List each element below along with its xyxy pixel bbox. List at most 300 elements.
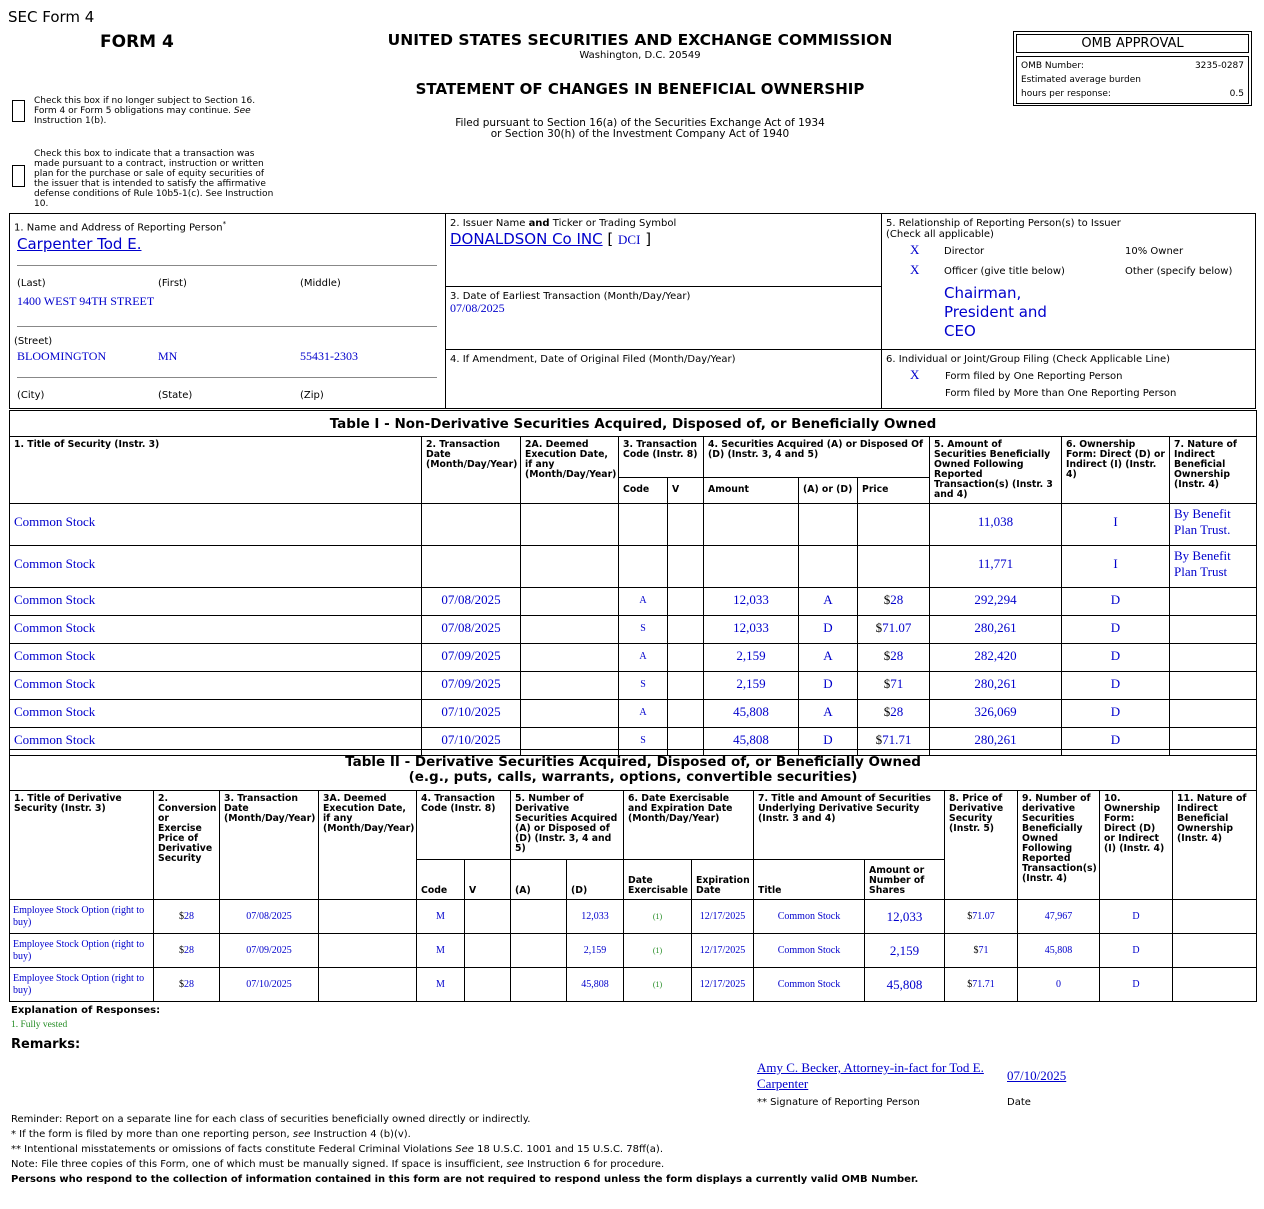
t2-header-exercisable: 6. Date Exercisable and Expiration Date (Month/Day/Year): [624, 791, 754, 860]
t1-cell-form: I: [1062, 504, 1170, 546]
director-label: Director: [944, 246, 985, 257]
t1-cell-deemed: [521, 504, 619, 546]
one-person-label: Form filed by One Reporting Person: [945, 371, 1123, 382]
table-row: [10, 968, 1257, 1002]
t1-cell-price: [858, 644, 930, 672]
ticker-bracket-open: [: [607, 230, 614, 248]
t2-cell-underlying-title: Common Stock: [754, 900, 865, 934]
officer-label: Officer (give title below): [944, 266, 1065, 277]
filing-type-box: [881, 349, 1256, 409]
table-row: [10, 934, 1257, 968]
footer-omb-notice: Persons who respond to the collection of information contained in this form are not required to respond unless the form displays a currently valid OMB Number.: [11, 1174, 919, 1185]
footer-l2-see: see: [292, 1129, 311, 1140]
box4-label: 4. If Amendment, Date of Original Filed (Month/Day/Year): [450, 354, 736, 365]
t1-cell-nature: By Benefit Plan Trust: [1170, 546, 1257, 588]
box1-asterisk: *: [222, 220, 227, 228]
box5-label-2: (Check all applicable): [886, 229, 994, 240]
explanation-title: Explanation of Responses:: [11, 1005, 161, 1016]
footer-l4-see: see: [506, 1159, 524, 1170]
t1-price-symbol: $: [883, 592, 891, 607]
t1-cell-date: [422, 504, 521, 546]
state-label: (State): [158, 390, 193, 401]
footer-l2b: Instruction 4 (b)(v).: [310, 1129, 411, 1140]
table-row: [10, 616, 1257, 644]
box2-label-and: and: [528, 218, 550, 229]
box6-label: 6. Individual or Joint/Group Filing (Check Applicable Line): [886, 354, 1171, 365]
omb-burden-label: Estimated average burden: [1021, 75, 1141, 85]
t2-header-number: 5. Number of Derivative Securities Acquired (A) or Disposed of (D) (Instr. 3, 4 and 5): [511, 791, 624, 860]
box2-label-b: Ticker or Trading Symbol: [549, 218, 677, 229]
city-underline: [17, 377, 437, 378]
officer-title-line-2: President and: [944, 303, 1047, 321]
t1-cell-deemed: [521, 546, 619, 588]
t2-cell-title: Employee Stock Option (right to buy): [10, 968, 154, 1002]
table-row: [10, 672, 1257, 700]
t1-price-symbol: $: [883, 704, 891, 719]
t1-cell-amount: [704, 504, 799, 546]
t1-cell-owned: 282,420: [930, 644, 1062, 672]
t1-cell-price: [858, 700, 930, 728]
rule10b5-checkbox[interactable]: [12, 165, 25, 187]
t2-header-owned: 9. Number of derivative Securities Beneficially Owned Following Reported Transaction(s) (Instr. 4): [1018, 791, 1100, 900]
ticker-symbol: DCI: [618, 232, 641, 247]
director-check-mark: X: [910, 242, 920, 257]
t2-cell-date: 07/10/2025: [220, 968, 319, 1002]
box3-label: 3. Date of Earliest Transaction (Month/Day/Year): [450, 291, 691, 302]
t2-cell-price: [945, 900, 1018, 934]
t2-conv-symbol: $: [179, 979, 184, 990]
table-row: [10, 504, 1257, 546]
t1-cell-owned: 292,294: [930, 588, 1062, 616]
t2-header-code: 4. Transaction Code (Instr. 8): [417, 791, 511, 860]
t2-cell-underlying-title: Common Stock: [754, 968, 865, 1002]
t2-cell-expiration: 12/17/2025: [692, 900, 754, 934]
officer-title: [944, 284, 1047, 341]
last-label: (Last): [17, 278, 46, 289]
t1-cell-code: S: [619, 616, 668, 644]
t1-cell-nature: By Benefit Plan Trust.: [1170, 504, 1257, 546]
box2-label: [450, 218, 676, 229]
city-value: BLOOMINGTON: [17, 349, 107, 363]
t1-cell-code: A: [619, 700, 668, 728]
street-underline: [17, 326, 437, 327]
signature-label: ** Signature of Reporting Person: [757, 1097, 920, 1108]
t2-header-deemed: 3A. Deemed Execution Date, if any (Month/Day/Year): [319, 791, 417, 900]
t2-cell-owned: 0: [1018, 968, 1100, 1002]
t2-body: [10, 900, 1257, 1002]
t1-cell-code: [619, 546, 668, 588]
t1-cell-amount: 12,033: [704, 616, 799, 644]
table-2-caption-1: Table II - Derivative Securities Acquired, Disposed of, or Beneficially Owned: [345, 754, 921, 770]
t1-cell-ad: A: [799, 588, 858, 616]
t2-sub-d: (D): [567, 860, 624, 900]
t2-sub-title: Title: [754, 860, 865, 900]
t1-cell-title: Common Stock: [10, 588, 422, 616]
t1-cell-code: S: [619, 728, 668, 756]
agency-city: Washington, D.C. 20549: [579, 50, 701, 61]
t2-price-value: 71.71: [972, 979, 995, 990]
t1-cell-owned: 11,771: [930, 546, 1062, 588]
t1-sub-code: Code: [619, 477, 668, 503]
t2-conv-value: 28: [184, 945, 194, 956]
t1-cell-title: Common Stock: [10, 728, 422, 756]
t2-conv-symbol: $: [179, 945, 184, 956]
t2-cell-owned: 45,808: [1018, 934, 1100, 968]
t1-sub-ad: (A) or (D): [799, 477, 858, 503]
t1-cell-owned: 11,038: [930, 504, 1062, 546]
t2-sub-code: Code: [417, 860, 465, 900]
table-1-non-derivative: [9, 410, 1257, 756]
t1-cell-price: [858, 546, 930, 588]
t2-cell-date: 07/08/2025: [220, 900, 319, 934]
t1-cell-code: [619, 504, 668, 546]
t1-cell-form: D: [1062, 644, 1170, 672]
t1-cell-date: 07/09/2025: [422, 644, 521, 672]
t1-cell-deemed: [521, 616, 619, 644]
t1-cell-nature: [1170, 616, 1257, 644]
t2-cell-d: 12,033: [567, 900, 624, 934]
t1-sub-amount: Amount: [704, 477, 799, 503]
city-label: (City): [17, 390, 45, 401]
t2-cell-nature: [1173, 968, 1257, 1002]
footer-l4b: Instruction 6 for procedure.: [523, 1159, 665, 1170]
t1-sub-price: Price: [858, 477, 930, 503]
t1-cell-title: Common Stock: [10, 700, 422, 728]
date-label: Date: [1007, 1097, 1031, 1108]
footer-notes: [11, 1112, 918, 1187]
t2-sub-expiration: Expiration Date: [692, 860, 754, 900]
t1-price-symbol: $: [883, 648, 891, 663]
box1-label-text: 1. Name and Address of Reporting Person: [14, 222, 223, 234]
footer-copies-note: [11, 1157, 918, 1172]
box2-label-a: 2. Issuer Name: [450, 218, 529, 229]
t2-price-value: 71: [978, 945, 989, 956]
footer-l3-see: See: [455, 1144, 474, 1155]
t1-header-acquired: 4. Securities Acquired (A) or Disposed Of (D) (Instr. 3, 4 and 5): [704, 437, 930, 478]
earliest-transaction-date: 07/08/2025: [450, 301, 505, 315]
table-1-caption: Table I - Non-Derivative Securities Acquired, Disposed of, or Beneficially Owned: [10, 411, 1257, 437]
t2-header-title: 1. Title of Derivative Security (Instr. 3): [10, 791, 154, 900]
t2-cell-conversion: [154, 968, 220, 1002]
table-row: [10, 644, 1257, 672]
t1-cell-deemed: [521, 672, 619, 700]
t2-cell-underlying-title: Common Stock: [754, 934, 865, 968]
omb-number: 3235-0287: [1194, 61, 1244, 71]
t1-price-value: 71.71: [882, 732, 912, 747]
t1-cell-amount: 2,159: [704, 644, 799, 672]
t1-cell-date: 07/10/2025: [422, 728, 521, 756]
explanation-section: [11, 1005, 160, 1030]
t2-cell-underlying-amount: 2,159: [865, 934, 945, 968]
footer-violations: [11, 1142, 918, 1157]
state-value: MN: [158, 349, 178, 363]
t1-cell-deemed: [521, 700, 619, 728]
t1-cell-v: [668, 644, 704, 672]
t1-cell-price: [858, 616, 930, 644]
check1-see: See: [233, 106, 251, 116]
t2-cell-expiration: 12/17/2025: [692, 934, 754, 968]
t2-cell-deemed: [319, 934, 417, 968]
t1-body: [10, 504, 1257, 756]
t2-cell-form: D: [1100, 900, 1173, 934]
ticker-bracket-close: ]: [645, 230, 652, 248]
t2-header-price: 8. Price of Derivative Security (Instr. 5): [945, 791, 1018, 900]
t2-footnote-ref: (1): [652, 946, 663, 955]
t1-cell-v: [668, 616, 704, 644]
t2-conv-symbol: $: [179, 911, 184, 922]
footer-multiple-persons: [11, 1127, 918, 1142]
footer-l4a: Note: File three copies of this Form, one of which must be manually signed. If space is insufficient,: [11, 1159, 507, 1170]
check1-text-a: Check this box if no longer subject to Section 16. Form 4 or Form 5 obligations may continue.: [34, 96, 256, 116]
filed-line-1: Filed pursuant to Section 16(a) of the Securities Exchange Act of 1934: [455, 117, 825, 129]
t2-price-value: 71.07: [972, 911, 995, 922]
t2-cell-exercisable: [624, 934, 692, 968]
t1-cell-amount: 12,033: [704, 588, 799, 616]
t2-cell-price: [945, 934, 1018, 968]
omb-number-label: OMB Number:: [1021, 61, 1084, 71]
t1-price-value: 28: [890, 648, 904, 663]
t1-header-nature: 7. Nature of Indirect Beneficial Ownership (Instr. 4): [1170, 437, 1257, 504]
t2-price-symbol: $: [973, 945, 979, 956]
t2-footnote-ref: (1): [652, 912, 663, 921]
t2-cell-exercisable: [624, 968, 692, 1002]
t2-cell-d: 2,159: [567, 934, 624, 968]
t1-cell-ad: [799, 546, 858, 588]
t2-conv-value: 28: [184, 911, 194, 922]
t1-cell-owned: 280,261: [930, 616, 1062, 644]
t2-price-symbol: $: [967, 979, 973, 990]
t2-cell-expiration: 12/17/2025: [692, 968, 754, 1002]
issuer-name-link[interactable]: DONALDSON Co INC: [450, 230, 603, 248]
t1-cell-code: S: [619, 672, 668, 700]
t2-cell-form: D: [1100, 934, 1173, 968]
t1-cell-title: Common Stock: [10, 644, 422, 672]
t1-cell-v: [668, 588, 704, 616]
footer-reminder: Reminder: Report on a separate line for each class of securities beneficially owned directly or indirectly.: [11, 1114, 531, 1125]
street-value: 1400 WEST 94TH STREET: [17, 294, 155, 308]
officer-title-line-3: CEO: [944, 322, 976, 340]
name-underline: [17, 265, 437, 266]
omb-hours-label: hours per response:: [1021, 89, 1111, 99]
officer-title-line-1: Chairman,: [944, 284, 1022, 302]
sec-form-title: SEC Form 4: [8, 8, 95, 26]
table-2-caption: [10, 750, 1257, 791]
t1-cell-form: D: [1062, 700, 1170, 728]
t1-cell-title: Common Stock: [10, 546, 422, 588]
t1-price-symbol: $: [875, 620, 883, 635]
remarks-title: Remarks:: [11, 1037, 81, 1052]
omb-approval-box: [1013, 31, 1252, 106]
t2-cell-v: [465, 900, 511, 934]
t1-cell-code: A: [619, 588, 668, 616]
box5-label: [886, 218, 1121, 240]
footer-l3b: 18 U.S.C. 1001 and 15 U.S.C. 78ff(a).: [473, 1144, 664, 1155]
t1-cell-form: D: [1062, 588, 1170, 616]
t1-price-symbol: $: [883, 676, 891, 691]
rule10b5-checkbox-label: Check this box to indicate that a transaction was made pursuant to a contract, instruction or written plan for the purchase or sale of equity securities of the issuer that is intended to satisfy the affirmative defense conditions of Rule 10b5-1(c). See Instruction 10.: [34, 149, 274, 209]
t1-cell-ad: A: [799, 700, 858, 728]
t1-cell-code: A: [619, 644, 668, 672]
table-2-caption-2: (e.g., puts, calls, warrants, options, convertible securities): [408, 769, 858, 785]
t1-cell-form: I: [1062, 546, 1170, 588]
t2-cell-title: Employee Stock Option (right to buy): [10, 900, 154, 934]
t1-cell-owned: 326,069: [930, 700, 1062, 728]
t1-cell-price: [858, 672, 930, 700]
t1-cell-price: [858, 504, 930, 546]
t2-cell-a: [511, 968, 567, 1002]
t1-price-value: 28: [890, 592, 904, 607]
t1-cell-deemed: [521, 588, 619, 616]
t2-footnote-ref: (1): [652, 980, 663, 989]
more-persons-label: Form filed by More than One Reporting Person: [945, 388, 1177, 399]
ten-percent-owner-label: 10% Owner: [1125, 246, 1184, 257]
t1-price-symbol: $: [875, 732, 883, 747]
middle-label: (Middle): [300, 278, 341, 289]
t2-cell-deemed: [319, 900, 417, 934]
other-label: Other (specify below): [1125, 266, 1233, 277]
t2-conv-value: 28: [184, 979, 194, 990]
t2-sub-exercisable: Date Exercisable: [624, 860, 692, 900]
reporting-person-box: [9, 213, 446, 409]
t1-cell-price: [858, 588, 930, 616]
t2-cell-price: [945, 968, 1018, 1002]
t2-header-date: 3. Transaction Date (Month/Day/Year): [220, 791, 319, 900]
table-row: [10, 546, 1257, 588]
t2-cell-underlying-amount: 45,808: [865, 968, 945, 1002]
section16-checkbox-row: [12, 96, 274, 126]
check1-text-b: Instruction 1(b).: [34, 116, 107, 126]
t2-cell-code: M: [417, 934, 465, 968]
t2-sub-a: (A): [511, 860, 567, 900]
filed-pursuant: [340, 118, 940, 140]
t1-header-title: 1. Title of Security (Instr. 3): [10, 437, 422, 504]
t2-cell-exercisable: [624, 900, 692, 934]
relationship-box: [881, 213, 1256, 350]
t1-cell-date: 07/08/2025: [422, 616, 521, 644]
footer-l2a: * If the form is filed by more than one reporting person,: [11, 1129, 293, 1140]
t1-cell-form: D: [1062, 616, 1170, 644]
t1-cell-v: [668, 672, 704, 700]
rule10b5-checkbox-row: [12, 149, 274, 209]
agency-heading: [340, 31, 940, 61]
t1-cell-owned: 280,261: [930, 728, 1062, 756]
table-2-derivative: [9, 749, 1257, 1002]
t1-header-deemed: 2A. Deemed Execution Date, if any (Month/Day/Year): [521, 437, 619, 504]
earliest-transaction-box: [445, 286, 882, 350]
t1-cell-v: [668, 546, 704, 588]
t1-cell-deemed: [521, 644, 619, 672]
t1-cell-title: Common Stock: [10, 616, 422, 644]
t1-price-value: 71: [890, 676, 904, 691]
signature-name: Amy C. Becker, Attorney-in-fact for Tod E. Carpenter: [757, 1060, 984, 1091]
t2-sub-amount: Amount or Number of Shares: [865, 860, 945, 900]
section16-checkbox-label: [34, 96, 274, 126]
t1-cell-form: D: [1062, 672, 1170, 700]
t2-cell-underlying-amount: 12,033: [865, 900, 945, 934]
issuer-line: [450, 230, 651, 248]
form-number: FORM 4: [100, 32, 174, 52]
t1-cell-amount: [704, 546, 799, 588]
zip-value: 55431-2303: [300, 349, 358, 363]
t2-cell-code: M: [417, 968, 465, 1002]
t2-cell-code: M: [417, 900, 465, 934]
t1-cell-amount: 45,808: [704, 728, 799, 756]
t1-cell-v: [668, 504, 704, 546]
table-row: [10, 900, 1257, 934]
zip-label: (Zip): [300, 390, 324, 401]
t1-cell-nature: [1170, 644, 1257, 672]
filed-line-2: or Section 30(h) of the Investment Company Act of 1940: [490, 128, 790, 140]
t1-cell-date: [422, 546, 521, 588]
t1-cell-date: 07/08/2025: [422, 588, 521, 616]
section16-checkbox[interactable]: [12, 100, 25, 122]
t1-cell-nature: [1170, 700, 1257, 728]
t2-cell-v: [465, 934, 511, 968]
table-row: [10, 588, 1257, 616]
amendment-box: [445, 349, 882, 409]
t2-price-symbol: $: [967, 911, 973, 922]
t1-header-owned: 5. Amount of Securities Beneficially Owned Following Reported Transaction(s) (Instr. 3 and 4): [930, 437, 1062, 504]
box1-label: [14, 220, 226, 233]
omb-details: [1016, 56, 1249, 104]
t2-header-underlying: 7. Title and Amount of Securities Underlying Derivative Security (Instr. 3 and 4): [754, 791, 945, 860]
t2-cell-d: 45,808: [567, 968, 624, 1002]
t1-cell-nature: [1170, 672, 1257, 700]
t1-cell-amount: 45,808: [704, 700, 799, 728]
t1-price-value: 28: [890, 704, 904, 719]
t1-cell-ad: D: [799, 672, 858, 700]
omb-hours: 0.5: [1229, 89, 1244, 99]
t2-cell-deemed: [319, 968, 417, 1002]
t1-cell-ad: D: [799, 616, 858, 644]
t1-sub-v: V: [668, 477, 704, 503]
t1-cell-date: 07/09/2025: [422, 672, 521, 700]
reporting-person-name-link[interactable]: Carpenter Tod E.: [17, 235, 142, 253]
t1-price-value: 71.07: [882, 620, 912, 635]
t1-cell-amount: 2,159: [704, 672, 799, 700]
t2-header-form: 10. Ownership Form: Direct (D) or Indirect (I) (Instr. 4): [1100, 791, 1173, 900]
t1-cell-title: Common Stock: [10, 672, 422, 700]
t2-cell-form: D: [1100, 968, 1173, 1002]
officer-check-mark: X: [910, 262, 920, 277]
t1-cell-ad: A: [799, 644, 858, 672]
t2-cell-nature: [1173, 934, 1257, 968]
t1-header-form: 6. Ownership Form: Direct (D) or Indirect (I) (Instr. 4): [1062, 437, 1170, 504]
one-person-check-mark: X: [910, 367, 920, 382]
footer-l3a: ** Intentional misstatements or omissions of facts constitute Federal Criminal Violations: [11, 1144, 456, 1155]
issuer-box: [445, 213, 882, 287]
footnote-1: 1. Fully vested: [11, 1020, 68, 1030]
t1-cell-ad: [799, 504, 858, 546]
street-label: (Street): [14, 336, 53, 347]
t1-cell-date: 07/10/2025: [422, 700, 521, 728]
first-label: (First): [158, 278, 187, 289]
t2-cell-conversion: [154, 934, 220, 968]
t1-cell-v: [668, 700, 704, 728]
table-row: [10, 700, 1257, 728]
t2-cell-nature: [1173, 900, 1257, 934]
t1-cell-nature: [1170, 588, 1257, 616]
t1-cell-ad: D: [799, 728, 858, 756]
t2-header-nature: 11. Nature of Indirect Beneficial Ownership (Instr. 4): [1173, 791, 1257, 900]
omb-title: OMB APPROVAL: [1016, 34, 1249, 53]
agency-name: UNITED STATES SECURITIES AND EXCHANGE COMMISSION: [387, 31, 893, 49]
t2-sub-v: V: [465, 860, 511, 900]
t1-cell-form: D: [1062, 728, 1170, 756]
t2-cell-owned: 47,967: [1018, 900, 1100, 934]
t1-cell-title: Common Stock: [10, 504, 422, 546]
signature-date: 07/10/2025: [1007, 1068, 1067, 1083]
